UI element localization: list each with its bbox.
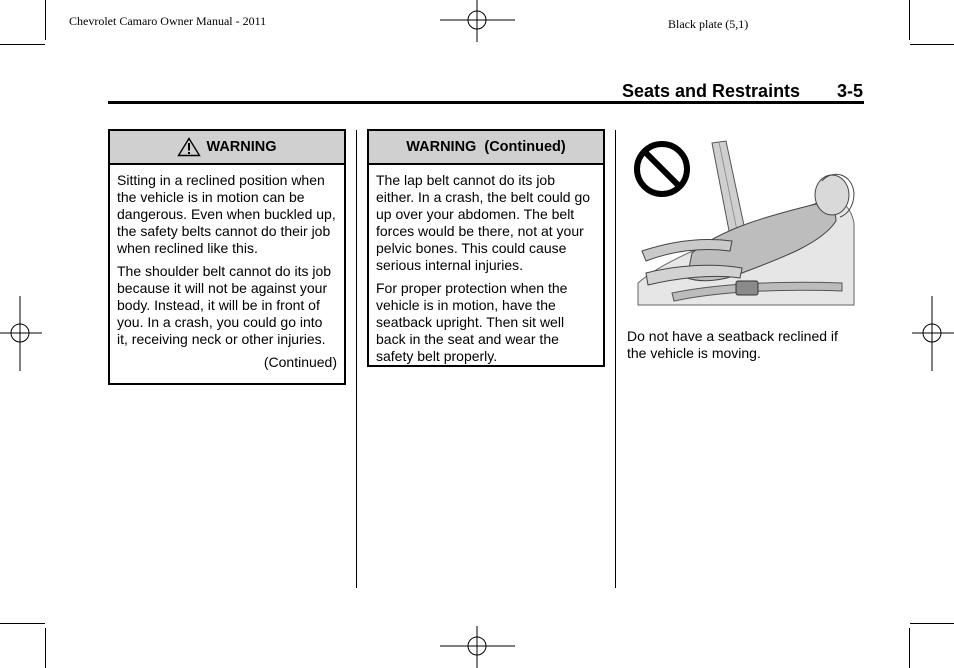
crop-mark [45, 0, 46, 40]
print-header-left: Chevrolet Camaro Owner Manual - 2011 [69, 14, 267, 28]
warning-body [369, 165, 603, 365]
column-divider [356, 130, 357, 588]
warning-box [108, 129, 346, 385]
warning-paragraph: The lap belt cannot do its job either. In a crash, the belt could go up over your abdomen. The belt forces would be there, not at your pelvic bones. This could cause serious internal injuries. [376, 172, 591, 273]
page-number: 3-5 [837, 81, 864, 101]
warning-paragraph: The shoulder belt cannot do its job because it will not be against your body. Instead, it will be in front of you. In a crash, you could go into it, receiving neck or other injuries. [117, 263, 332, 347]
crop-mark [45, 628, 46, 668]
warning-body [110, 165, 344, 371]
warning-box-continued [367, 129, 605, 367]
crop-mark [910, 44, 954, 45]
registration-mark-left [0, 296, 42, 371]
print-header-right: Black plate (5,1) [668, 17, 749, 31]
section-title: Seats and Restraints [622, 81, 801, 101]
header-rule [108, 101, 864, 104]
warning-header [369, 131, 603, 165]
crop-mark [0, 44, 45, 45]
registration-mark-top [440, 0, 515, 42]
crop-mark [909, 0, 910, 40]
warning-paragraph: For proper protection when the vehicle is in motion, have the seatback upright. Then sit well back in the seat and wear the safety belt properly. [376, 280, 568, 364]
warning-paragraph: Sitting in a reclined position when the vehicle is in motion can be dangerous. Even when buckled up, the safety belts cannot do their job when reclined like this. [117, 172, 336, 256]
column-divider [615, 130, 616, 588]
warning-header [110, 131, 344, 165]
registration-mark-bottom [440, 626, 515, 668]
continued-label: (Continued) [263, 354, 337, 370]
registration-mark-right [912, 296, 954, 371]
crop-mark [0, 623, 45, 624]
crop-mark [909, 628, 910, 668]
figure-caption: Do not have a seatback reclined if the vehicle is moving. [627, 328, 838, 361]
warning-title: WARNING (Continued) [406, 139, 566, 155]
crop-mark [910, 623, 954, 624]
warning-triangle-icon [177, 137, 201, 157]
reclined-seat-illustration [632, 133, 856, 311]
warning-title: WARNING [206, 139, 277, 155]
